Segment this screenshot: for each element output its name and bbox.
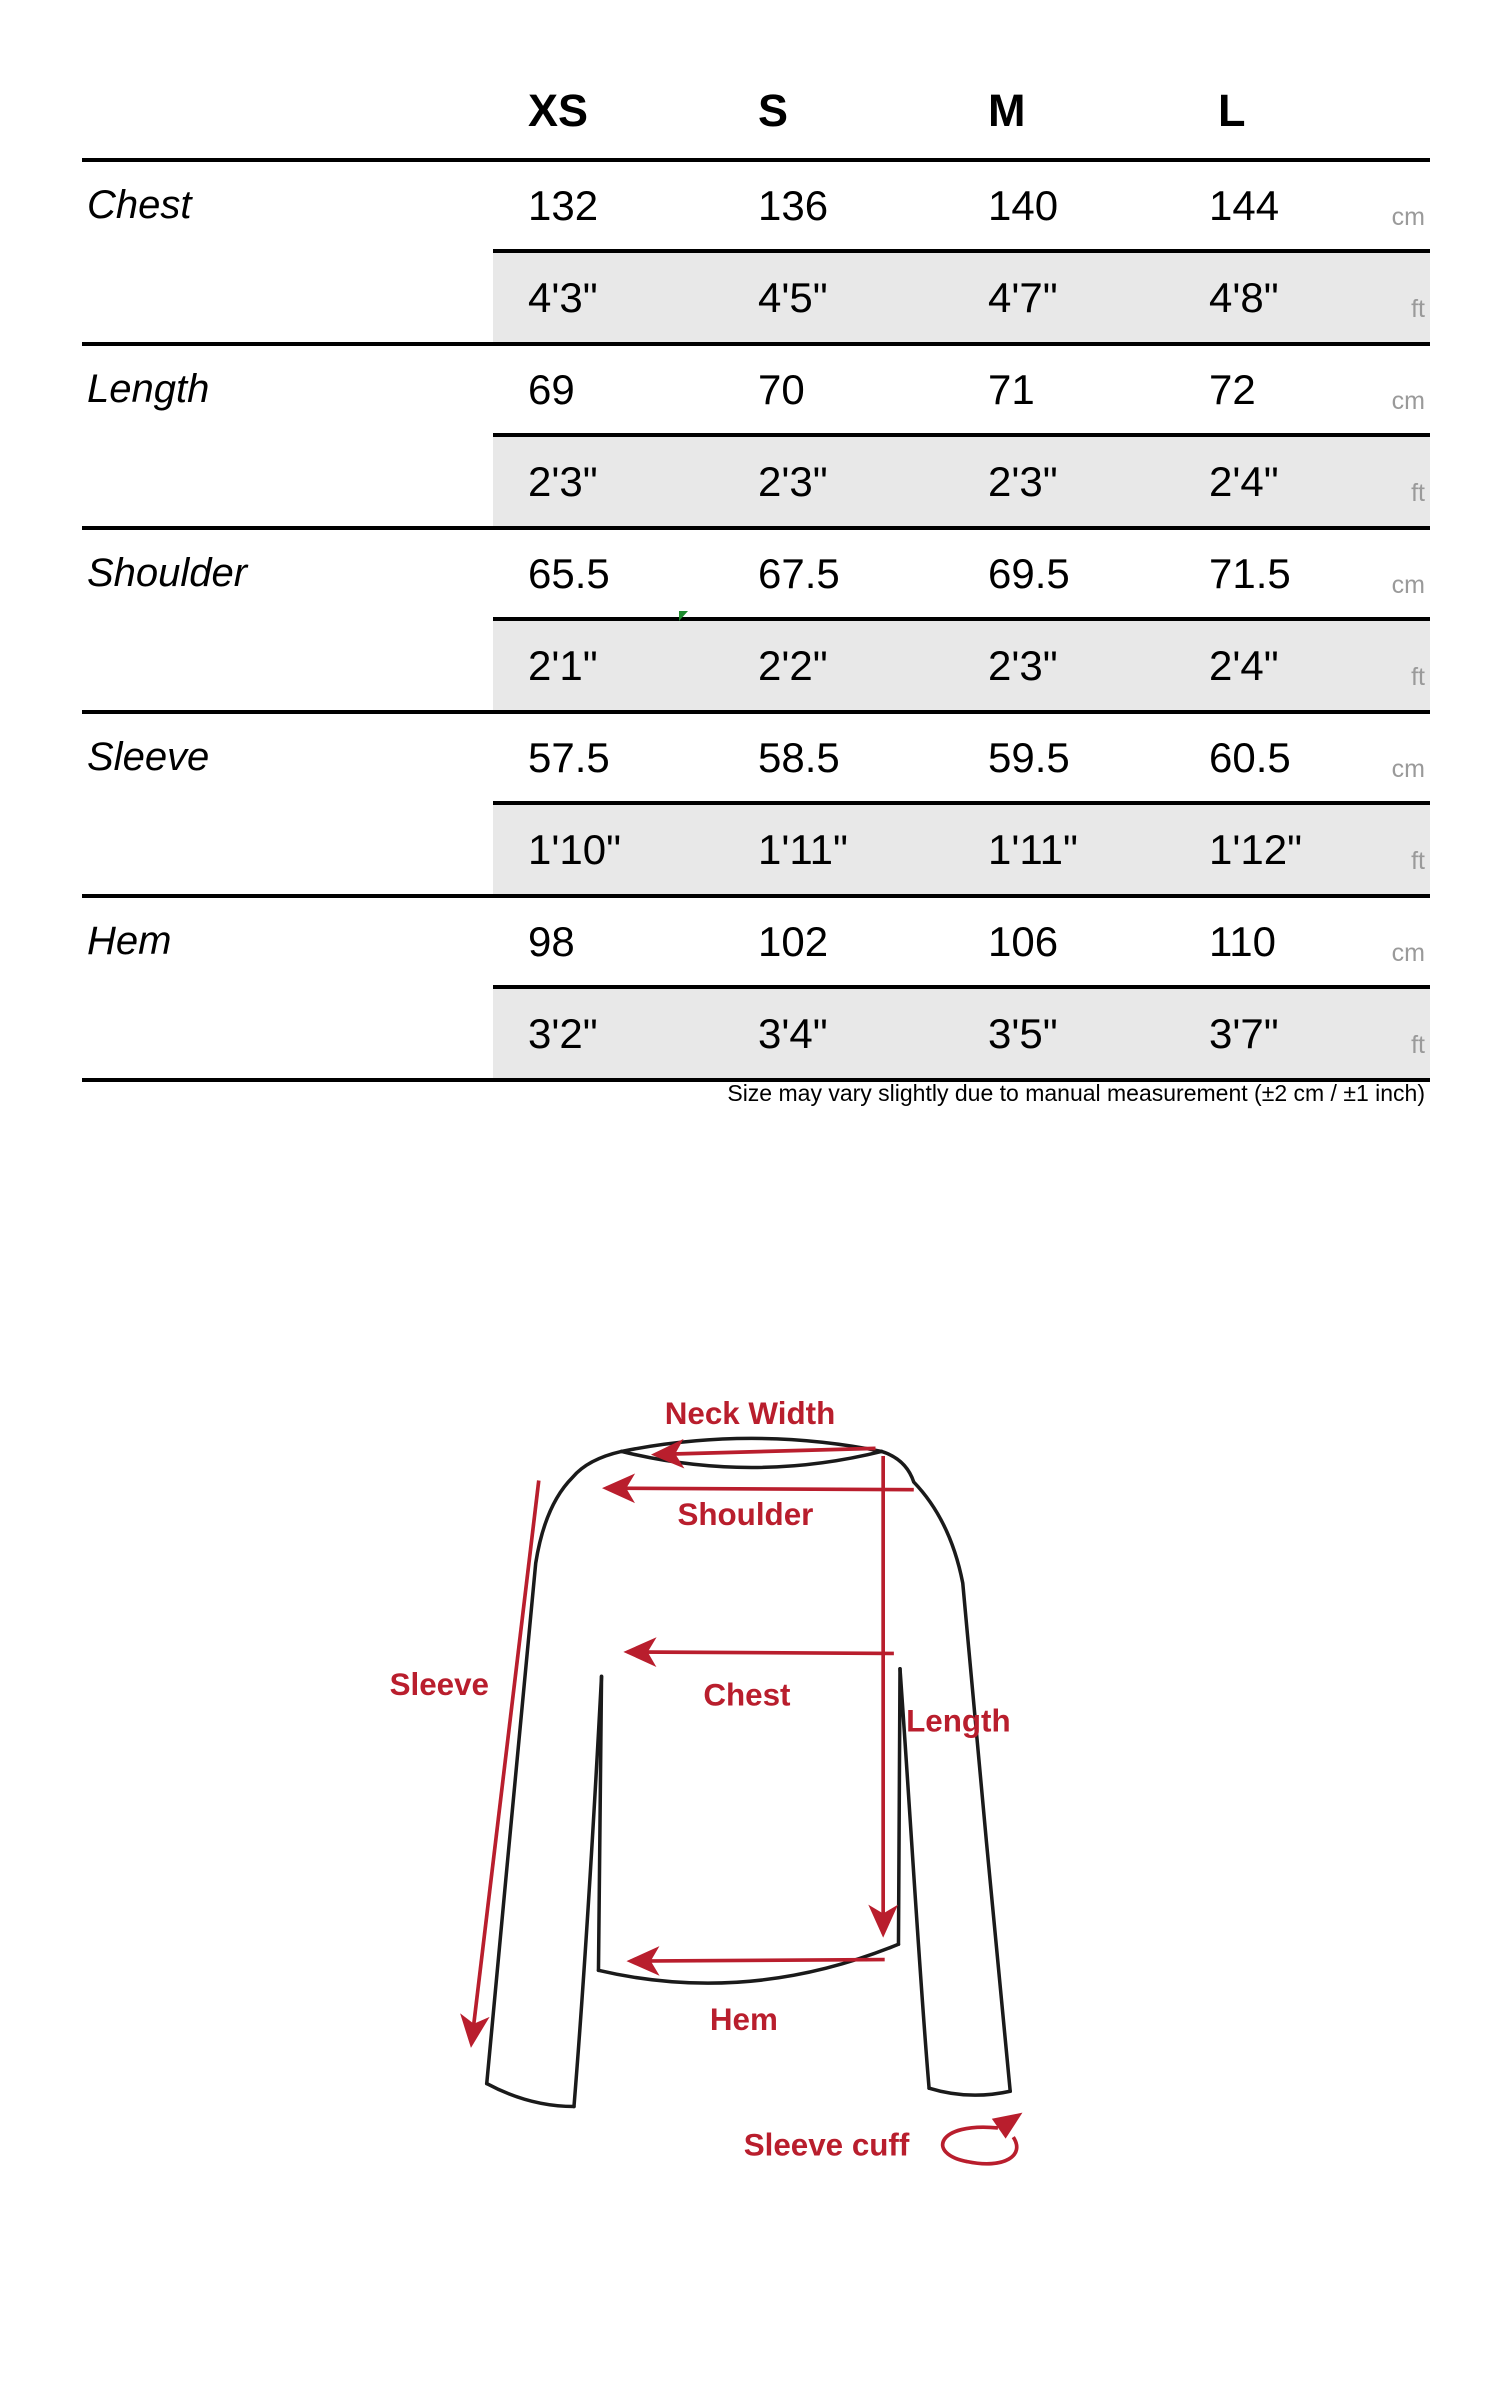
row-label: Hem — [87, 919, 172, 963]
value-cell: 70 — [758, 365, 805, 413]
measurement-group-hem — [82, 898, 1430, 1082]
value-cell: 144 — [1209, 181, 1280, 229]
size-col-header-s: S — [758, 85, 789, 136]
chest-arrow — [628, 1652, 894, 1654]
sleeve-arrow — [471, 1481, 538, 2044]
value-cell: 69 — [528, 365, 575, 413]
size-col-header-l: L — [1218, 85, 1246, 136]
chest-label: Chest — [703, 1677, 791, 1713]
row-label: Sleeve — [87, 735, 210, 779]
sleeve-cuff-arrowhead — [992, 2113, 1023, 2139]
value-cell: 71.5 — [1209, 549, 1291, 597]
value-cell: 4'8" — [1209, 273, 1279, 321]
unit-label-cm: cm — [1391, 939, 1425, 967]
size-col-header-xs: XS — [528, 85, 589, 136]
hem-label: Hem — [709, 2002, 778, 2037]
unit-label-ft: ft — [1411, 479, 1425, 507]
neck-width-label: Neck Width — [664, 1395, 836, 1431]
size-col-header-m: M — [988, 85, 1026, 136]
table-row-cm — [82, 346, 1430, 433]
measurement-group-chest — [82, 162, 1430, 346]
value-cell: 1'11" — [988, 825, 1078, 873]
value-cell: 2'4" — [1209, 457, 1279, 505]
size-header-row — [82, 64, 1430, 162]
value-cell: 132 — [528, 181, 599, 229]
value-cell: 3'5" — [988, 1009, 1058, 1057]
table-row-ft — [493, 801, 1430, 894]
shoulder-arrow — [606, 1488, 914, 1490]
table-row-ft — [493, 617, 1430, 710]
value-cell: 3'2" — [528, 1009, 598, 1057]
row-label: Length — [87, 367, 210, 411]
value-cell: 71 — [988, 365, 1035, 413]
measurement-group-length — [82, 346, 1430, 530]
value-cell: 102 — [758, 917, 829, 965]
value-cell: 110 — [1209, 917, 1276, 965]
measurement-tolerance-note: Size may vary slightly due to manual measurement (±2 cm / ±1 inch) — [727, 1080, 1425, 1106]
row-label: Chest — [87, 183, 192, 227]
size-chart-table — [82, 64, 1430, 1082]
value-cell: 58.5 — [758, 733, 840, 781]
value-cell: 69.5 — [988, 549, 1070, 597]
measurement-group-shoulder — [82, 530, 1430, 714]
unit-label-ft: ft — [1411, 847, 1425, 875]
value-cell: 1'11" — [758, 825, 848, 873]
unit-label-ft: ft — [1411, 1031, 1425, 1059]
hem-arrow — [631, 1960, 885, 1962]
unit-label-ft: ft — [1411, 295, 1425, 323]
table-row-cm — [82, 898, 1430, 985]
measurement-labels — [390, 1396, 1011, 2163]
value-cell: 1'10" — [528, 825, 622, 873]
value-cell: 2'3" — [988, 457, 1058, 505]
sleeve-label: Sleeve — [389, 1666, 489, 1702]
value-cell: 2'3" — [528, 457, 598, 505]
value-cell: 3'7" — [1209, 1009, 1279, 1057]
value-cell: 4'7" — [988, 273, 1058, 321]
value-cell: 3'4" — [758, 1009, 828, 1057]
value-cell: 72 — [1209, 365, 1256, 413]
unit-label-cm: cm — [1391, 755, 1425, 783]
value-cell: 67.5 — [758, 549, 840, 597]
table-row-ft — [493, 985, 1430, 1078]
shoulder-label: Shoulder — [677, 1496, 814, 1532]
value-cell: 2'1" — [528, 641, 598, 689]
value-cell: 2'3" — [758, 457, 828, 505]
unit-label-ft: ft — [1411, 663, 1425, 691]
measurement-group-sleeve — [82, 714, 1430, 898]
value-cell: 1'12" — [1209, 825, 1303, 873]
value-cell: 4'3" — [528, 273, 598, 321]
value-cell: 98 — [528, 917, 575, 965]
table-row-ft — [493, 249, 1430, 342]
unit-label-cm: cm — [1391, 387, 1425, 415]
sleeve-cuff-label: Sleeve cuff — [743, 2127, 910, 2163]
value-cell: 57.5 — [528, 733, 610, 781]
garment-measurement-diagram — [0, 1330, 1500, 2280]
neck-width-arrow — [655, 1448, 875, 1454]
green-marker-artifact — [679, 611, 688, 621]
value-cell: 140 — [988, 181, 1059, 229]
unit-label-cm: cm — [1391, 203, 1425, 231]
value-cell: 106 — [988, 917, 1059, 965]
value-cell: 65.5 — [528, 549, 610, 597]
value-cell: 4'5" — [758, 273, 828, 321]
unit-label-cm: cm — [1391, 571, 1425, 599]
table-row-cm — [82, 530, 1430, 617]
value-cell: 136 — [758, 181, 829, 229]
value-cell: 60.5 — [1209, 733, 1291, 781]
value-cell: 2'2" — [758, 641, 828, 689]
measurement-arrows — [471, 1448, 1022, 2163]
table-row-cm — [82, 714, 1430, 801]
value-cell: 59.5 — [988, 733, 1070, 781]
value-cell: 2'4" — [1209, 641, 1279, 689]
table-row-ft — [493, 433, 1430, 526]
row-label: Shoulder — [87, 551, 248, 595]
length-label: Length — [906, 1703, 1011, 1739]
value-cell: 2'3" — [988, 641, 1058, 689]
table-row-cm — [82, 162, 1430, 249]
